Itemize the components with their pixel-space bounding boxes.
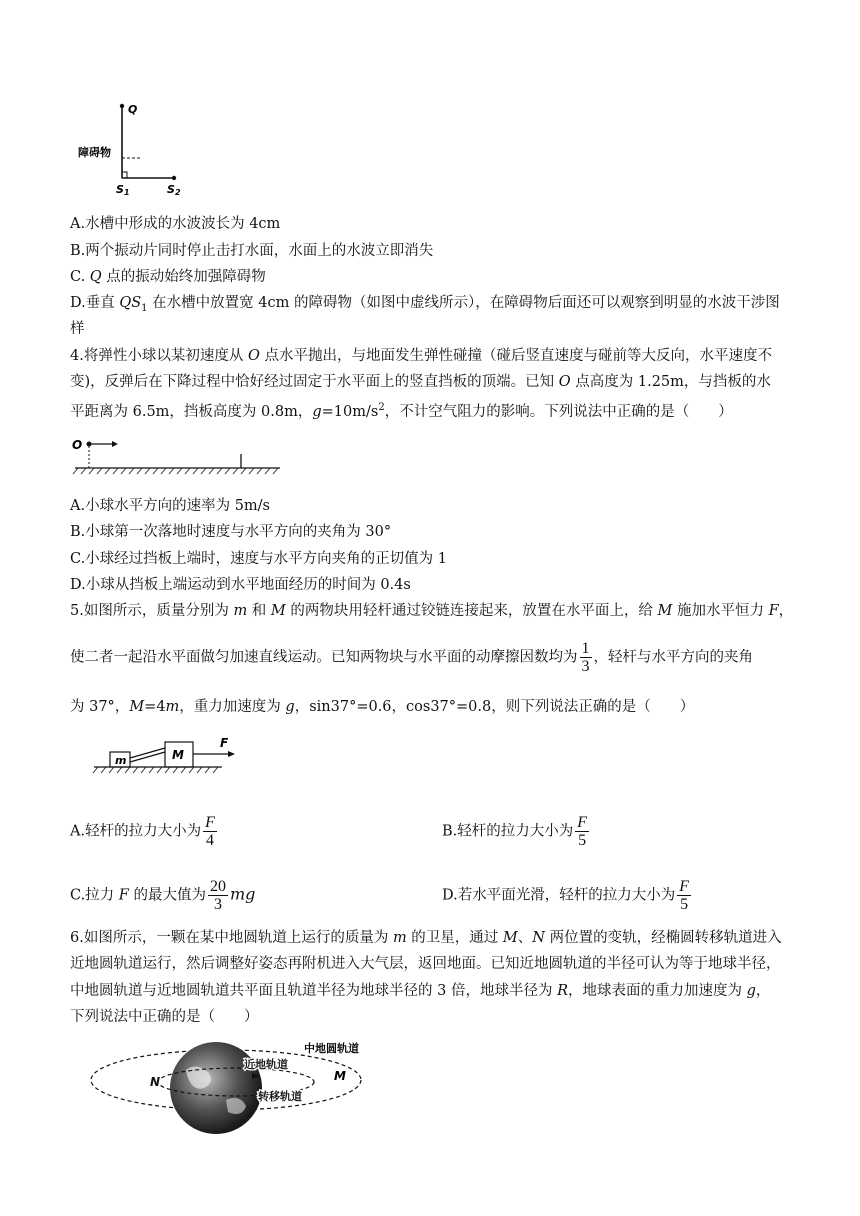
fig4-n-label: N [150, 1075, 161, 1089]
q4-option-a: A.小球水平方向的速率为 5m/s [70, 498, 270, 514]
q3-option-b: B.两个振动片同时停止击打水面，水面上的水波立即消失 [70, 243, 434, 259]
q3-option-c: C. Q 点的振动始终加强障碍物 [70, 269, 266, 285]
q4-stem-1: 4.将弹性小球以某初速度从 O 点水平抛出，与地面发生弹性碰撞（碰后竖直速度与碰前等大反向，水平速度不 [70, 348, 772, 364]
svg-text:S1: S1 [116, 183, 130, 197]
fig3-F-label: F [220, 736, 229, 750]
q4-stem-2: 变)，反弹后在下降过程中恰好经过固定于水平面上的竖直挡板的顶端。已知 O 点高度为 1.25m，与挡板的水 [70, 374, 771, 390]
q6-stem-2: 近地圆轨道运行，然后调整好姿态再附机进入大气层，返回地面。已知近地圆轨道的半径可认为等于地球半径， [70, 956, 781, 972]
svg-text:S2: S2 [167, 183, 181, 197]
q5-option-b: B.轻杆的拉力大小为 $\frac{F}{5}$ [442, 814, 588, 849]
q4-option-b: B.小球第一次落地时速度与水平方向的夹角为 30° [70, 524, 392, 540]
orbit-figure [86, 1040, 376, 1150]
fig4-m-label: M [334, 1069, 346, 1083]
q6-stem-4: 下列说法中正确的是（ ） [70, 1009, 259, 1025]
fig4-near-orbit-label: 近地轨道 [244, 1058, 288, 1071]
projectile-figure [70, 432, 290, 482]
fig1-obstacle-label: 障碍物 [78, 146, 111, 159]
q4-option-d: D.小球从挡板上端运动到水平地面经历的时间为 0.4s [70, 577, 411, 593]
fig1-q-label: Q [128, 103, 138, 116]
q6-stem-3: 中地圆轨道与近地圆轨道共平面且轨道半径为地球半径的 3 倍，地球半径为 R，地球表面的重力加速度为 g， [70, 983, 771, 999]
fig4-mid-orbit-label: 中地圆轨道 [304, 1042, 359, 1055]
q3-option-d-cont: 样 [70, 321, 85, 337]
q5-stem-3: 为 37°，M=4m，重力加速度为 g，sin37°=0.6，cos37°=0.8，则下列说法正确的是（ ） [70, 699, 695, 715]
fig3-M-label: M [172, 748, 184, 762]
mu-fraction: $\frac{1}{3}$ [581, 640, 590, 675]
q5-stem-2: 使二者一起沿水平面做匀加速直线运动。已知两物块与水平面的动摩擦因数均为 $\frac{1}{3}$ ，轻杆与水平方向的夹角 [70, 640, 753, 675]
q5-option-a: A.轻杆的拉力大小为 $\frac{F}{4}$ B.轻杆的拉力大小为 $\frac{F}{5}$ [70, 814, 219, 849]
q5-option-c: C.拉力 F 的最大值为 $\frac{20}{3}$ mg D.若水平面光滑，轻杆的拉力大小为 $\frac{F}{5}$ [70, 878, 255, 913]
fig2-o-label: O [72, 438, 83, 452]
blocks-rod-figure [92, 734, 252, 778]
q4-stem-3: 平距离为 6.5m，挡板高度为 0.8m，$g=10m/s^2$，不计空气阻力的影响。下列说法中正确的是（ ） [70, 402, 733, 420]
q5-stem-1: 5.如图所示，质量分别为 m 和 M 的两物块用轻杆通过铰链连接起来，放置在水平面上，给 M 施加水平恒力 F， [70, 603, 794, 619]
fig3-m-label: m [115, 754, 127, 767]
wave-tank-figure [76, 98, 196, 198]
q3-option-a: A.水槽中形成的水波波长为 4cm [70, 216, 281, 232]
q4-option-c: C.小球经过挡板上端时，速度与水平方向夹角的正切值为 1 [70, 551, 448, 567]
q6-stem-1: 6.如图所示，一颗在某中地圆轨道上运行的质量为 m 的卫星，通过 M、N 两位置的变轨，经椭圆转移轨道进入 [70, 930, 782, 946]
fig4-transfer-orbit-label: 转移轨道 [258, 1090, 302, 1103]
earth-image [170, 1042, 262, 1134]
q3-option-d: D.垂直 $QS_1$ 在水槽中放置宽 4cm 的障碍物（如图中虚线所示），在障碍物后面还可以观察到明显的水波干涉图 [70, 295, 780, 314]
q5-option-d: D.若水平面光滑，轻杆的拉力大小为 $\frac{F}{5}$ [442, 878, 689, 913]
